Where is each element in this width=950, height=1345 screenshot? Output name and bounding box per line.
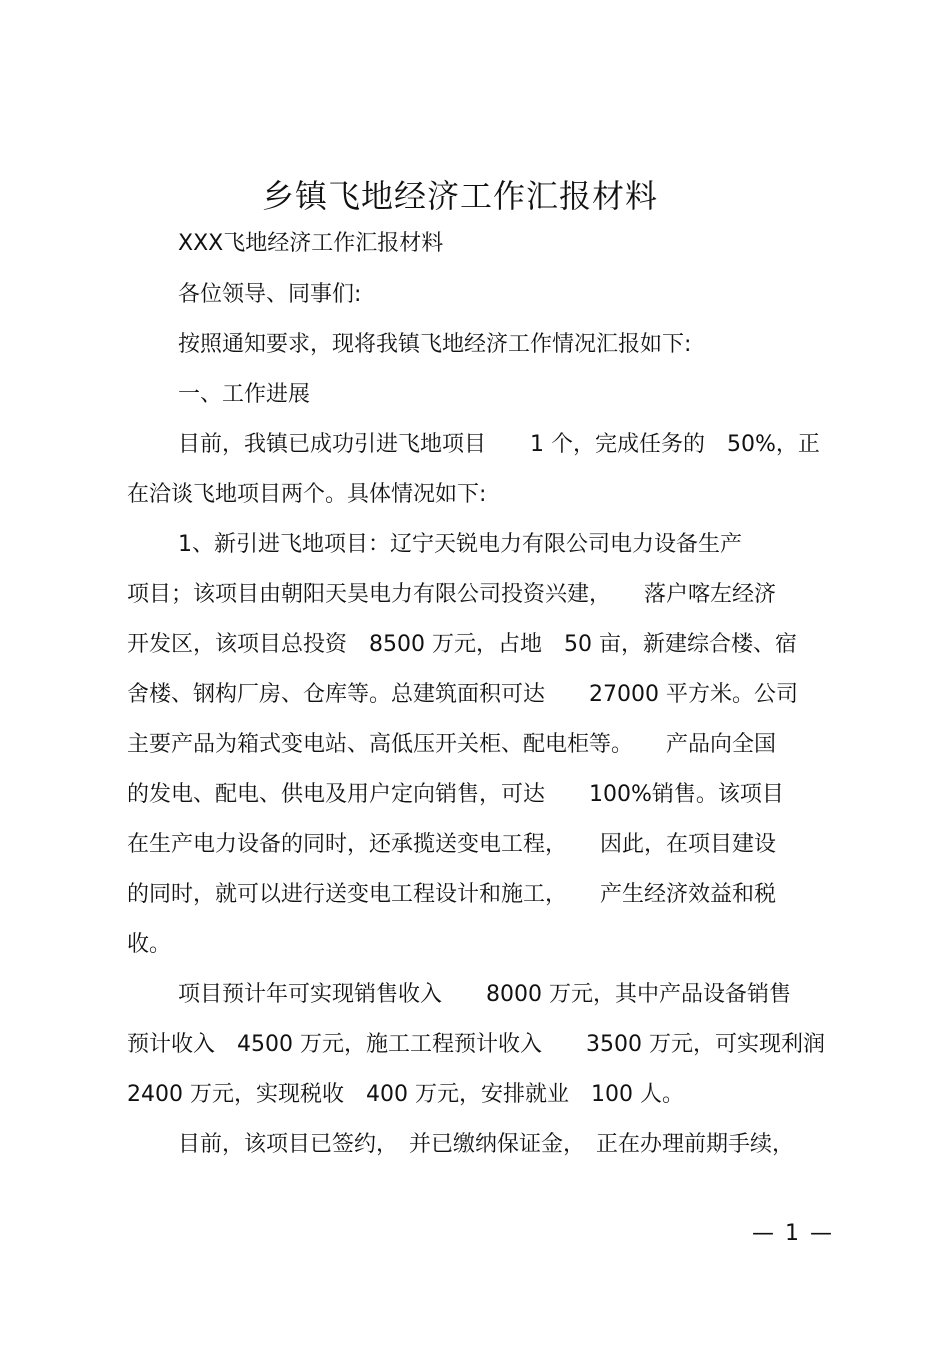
paragraph-line: 预计收入 4500 万元，施工工程预计收入 3500 万元，可实现利润 <box>127 1032 825 1057</box>
paragraph-line: 目前，该项目已签约， 并已缴纳保证金， 正在办理前期手续， <box>178 1132 795 1157</box>
paragraph-line: 在生产电力设备的同时，还承揽送变电工程， 因此，在项目建设 <box>127 832 777 857</box>
paragraph-line: 的发电、配电、供电及用户定向销售，可达 100%销售。该项目 <box>127 782 784 807</box>
paragraph-line: 目前，我镇已成功引进飞地项目 1 个，完成任务的 50%，正 <box>178 432 820 457</box>
section-heading: 一、工作进展 <box>178 382 311 407</box>
paragraph-line: 收。 <box>127 932 172 957</box>
salutation-line: 各位领导、同事们: <box>178 282 362 307</box>
intro-line: 按照通知要求，现将我镇飞地经济工作情况汇报如下: <box>178 332 692 357</box>
paragraph-line: 开发区，该项目总投资 8500 万元，占地 50 亩，新建综合楼、宿 <box>127 632 797 657</box>
document-title: 乡镇飞地经济工作汇报材料 <box>261 177 658 215</box>
paragraph-line: 项目预计年可实现销售收入 8000 万元，其中产品设备销售 <box>178 982 791 1007</box>
paragraph-line: 1、新引进飞地项目：辽宁天锐电力有限公司电力设备生产 <box>178 532 742 557</box>
paragraph-line: 的同时，就可以进行送变电工程设计和施工， 产生经济效益和税 <box>127 882 777 907</box>
paragraph-line: 主要产品为箱式变电站、高低压开关柜、配电柜等。 产品向全国 <box>127 732 777 757</box>
paragraph-line: 项目；该项目由朝阳天昊电力有限公司投资兴建， 落户喀左经济 <box>127 582 777 607</box>
paragraph-line: 2400 万元，实现税收 400 万元，安排就业 100 人。 <box>127 1082 684 1107</box>
page-number: — 1 — <box>752 1221 834 1246</box>
paragraph-line: 在洽谈飞地项目两个。具体情况如下: <box>127 482 487 507</box>
subtitle-line: XXX飞地经济工作汇报材料 <box>178 231 444 256</box>
paragraph-line: 舍楼、钢构厂房、仓库等。总建筑面积可达 27000 平方米。公司 <box>127 682 798 707</box>
